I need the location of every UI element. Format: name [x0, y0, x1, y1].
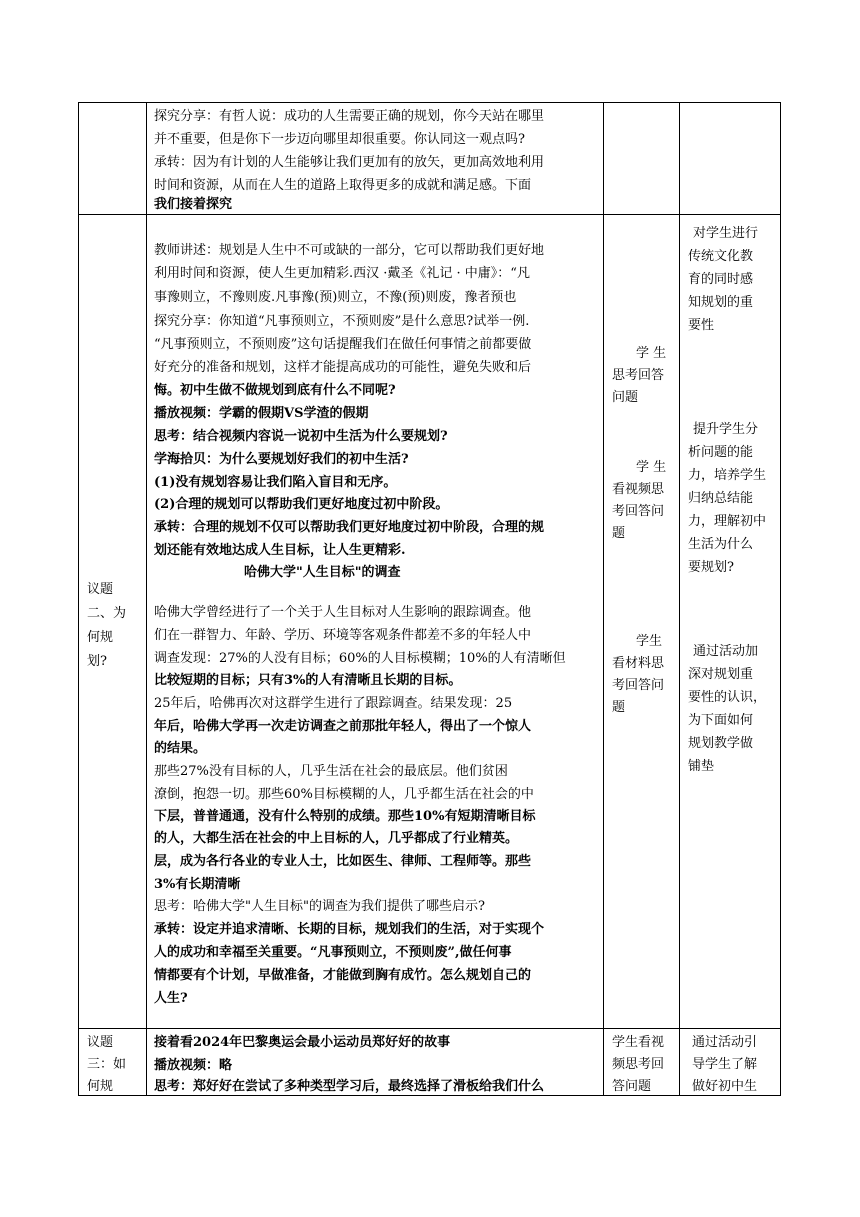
row2-content-line: 播放视频：学霸的假期VS学渣的假期 — [154, 406, 369, 421]
row2-content-line: 潦倒，抱怨一切。那些60%目标模糊的人，几乎都生活在社会的中 — [154, 787, 534, 802]
row2-topic-line: 议题 — [87, 582, 114, 597]
row1-content-line: 我们接着探究 — [154, 197, 233, 212]
row2-content-line: 人生? — [154, 991, 188, 1006]
row2-intent-line: 力，培养学生 — [688, 468, 767, 483]
row2-content-line: (1)没有规划容易让我们陷入盲目和无序。 — [154, 475, 397, 490]
row2-intent-line: 对学生进行 — [693, 226, 759, 241]
row2-content-line: 25年后，哈佛再次对这群学生进行了跟踪调查。结果发现：25 — [154, 696, 513, 711]
row2-intent-line: 生活为什么 — [688, 537, 754, 552]
row3-content-line: 思考：郑好好在尝试了多种类型学习后，最终选择了滑板给我们什么 — [154, 1079, 545, 1094]
row2-content-line: 哈佛大学曾经进行了一个关于人生目标对人生影响的跟踪调查。他 — [154, 605, 532, 620]
row2-content-line: 教师讲述：规划是人生中不可或缺的一部分，它可以帮助我们更好地 — [154, 243, 545, 258]
row3-activity-line: 学生看视 — [612, 1035, 665, 1050]
row2-content-line: 学海拾贝：为什么要规划好我们的初中生活? — [154, 452, 409, 467]
row1-topic-cell — [78, 102, 147, 215]
row2-intent-line: 力，理解初中 — [688, 514, 767, 529]
row2-intent-line: 要性 — [688, 318, 715, 333]
row3-intent-line: 做好初中生 — [692, 1079, 758, 1094]
row2-activity-line: 看视频思 — [612, 482, 665, 497]
row2-content-line: 层，成为各行各业的专业人士，比如医生、律师、工程师等。那些 — [154, 854, 532, 869]
row2-content-line: 的人，大都生活在社会的中上目标的人，几乎都成了行业精英。 — [154, 831, 519, 846]
row2-activity-cell — [603, 214, 680, 1029]
row2-content-line: 下层，普普通通，没有什么特别的成绩。那些10%有短期清晰目标 — [154, 809, 536, 824]
row2-content-line: 探究分享：你知道“凡事预则立，不预则废”是什么意思?试举一例. — [154, 314, 530, 329]
row2-content-line: 情都要有个计划，早做准备，才能做到胸有成竹。怎么规划自己的 — [154, 968, 532, 983]
row1-intent-cell — [679, 102, 781, 215]
row1-content-line: 并不重要，但是你下一步迈向哪里却很重要。你认同这一观点吗? — [154, 132, 525, 147]
row1-content-line: 探究分享：有哲人说：成功的人生需要正确的规划，你今天站在哪里 — [154, 109, 545, 124]
row2-content-line: 3%有长期清晰 — [154, 877, 241, 892]
row3-activity-line: 答问题 — [612, 1079, 652, 1094]
row3-content-line: 播放视频：略 — [154, 1058, 233, 1073]
row2-intent-line: 知规划的重 — [688, 295, 754, 310]
row2-intent-line: 提升学生分 — [693, 422, 759, 437]
row2-content-line: 思考：哈佛大学"人生目标"的调查为我们提供了哪些启示? — [154, 899, 485, 914]
row3-topic-line: 三：如 — [87, 1057, 127, 1072]
row2-activity-line: 题 — [612, 700, 626, 715]
row2-topic-line: 二、为 — [87, 606, 127, 621]
row1-activity-cell — [603, 102, 680, 215]
row2-activity-line: 学生 — [636, 634, 663, 649]
row2-intent-line: 传统文化教 — [688, 249, 754, 264]
row2-content-line: 事豫则立，不豫则废.凡事豫(预)则立，不豫(预)则废，豫者预也 — [154, 290, 517, 305]
row2-content-line: 思考：结合视频内容说一说初中生活为什么要规划? — [154, 429, 448, 444]
row2-activity-line: 问题 — [612, 390, 639, 405]
row2-activity-line: 学 生 — [636, 460, 667, 475]
row2-activity-line: 考回答问 — [612, 678, 665, 693]
row2-intent-line: 要规划? — [688, 560, 734, 575]
row2-topic-line: 何规 — [87, 630, 114, 645]
row2-content-line: 比较短期的目标；只有3%的人有清晰且长期的目标。 — [154, 673, 462, 688]
row2-content-line: (2)合理的规划可以帮助我们更好地度过初中阶段。 — [154, 497, 449, 512]
row2-content-line: 那些27%没有目标的人，几乎生活在社会的最底层。他们贫困 — [154, 764, 508, 779]
row2-activity-line: 看材料思 — [612, 656, 665, 671]
row3-activity-line: 频思考回 — [612, 1057, 665, 1072]
row2-content-line: “凡事预则立，不预则废”这句话提醒我们在做任何事情之前都要做 — [154, 337, 532, 352]
row2-content-line: 承转：合理的规划不仅可以帮助我们更好地度过初中阶段，合理的规 — [154, 520, 545, 535]
row2-content-line: 的结果。 — [154, 741, 207, 756]
row2-intent-line: 要性的认识， — [688, 690, 767, 705]
row2-intent-line: 为下面如何 — [688, 713, 754, 728]
harvard-survey-heading: 哈佛大学"人生目标"的调查 — [244, 565, 401, 580]
row3-intent-line: 导学生了解 — [692, 1057, 758, 1072]
row1-content-line: 承转：因为有计划的人生能够让我们更加有的放矢，更加高效地利用 — [154, 155, 545, 170]
row2-topic-line: 划? — [87, 654, 107, 669]
row2-activity-line: 学 生 — [636, 346, 667, 361]
row3-topic-line: 议题 — [87, 1035, 114, 1050]
row2-content-line: 利用时间和资源，使人生更加精彩.西汉 ·戴圣《礼记 · 中庸》：“凡 — [154, 266, 530, 281]
row2-content-line: 好充分的准备和规划，这样才能提高成功的可能性，避免失败和后 — [154, 360, 532, 375]
row3-topic-line: 何规 — [87, 1079, 114, 1094]
row2-content-line: 年后，哈佛大学再一次走访调查之前那批年轻人，得出了一个惊人 — [154, 719, 532, 734]
row2-intent-line: 析问题的能 — [688, 445, 754, 460]
row1-content-line: 时间和资源，从而在人生的道路上取得更多的成就和满足感。下面 — [154, 178, 532, 193]
row2-content-line: 承转：设定并追求清晰、长期的目标，规划我们的生活，对于实现个 — [154, 922, 545, 937]
row2-activity-line: 考回答问 — [612, 504, 665, 519]
row3-intent-line: 通过活动引 — [692, 1035, 758, 1050]
row2-intent-line: 规划教学做 — [688, 736, 754, 751]
row2-content-line: 划还能有效地达成人生目标，让人生更精彩. — [154, 543, 406, 558]
row2-content-line: 悔。初中生做不做规划到底有什么不同呢? — [154, 383, 396, 398]
row2-intent-line: 铺垫 — [688, 759, 715, 774]
row2-intent-line: 深对规划重 — [688, 667, 754, 682]
row2-activity-line: 题 — [612, 526, 626, 541]
row2-content-line: 调查发现：27%的人没有目标；60%的人目标模糊；10%的人有清晰但 — [154, 651, 566, 666]
row3-content-line: 接着看2024年巴黎奥运会最小运动员郑好好的故事 — [154, 1035, 451, 1050]
row2-intent-line: 通过活动加 — [693, 644, 759, 659]
row2-content-line: 们在一群智力、年龄、学历、环境等客观条件都差不多的年轻人中 — [154, 628, 532, 643]
row2-content-line: 人的成功和幸福至关重要。“凡事预则立，不预则废”,做任何事 — [154, 945, 512, 960]
row2-intent-line: 归纳总结能 — [688, 491, 754, 506]
row2-activity-line: 思考回答 — [612, 368, 665, 383]
row2-intent-line: 育的同时感 — [688, 272, 754, 287]
